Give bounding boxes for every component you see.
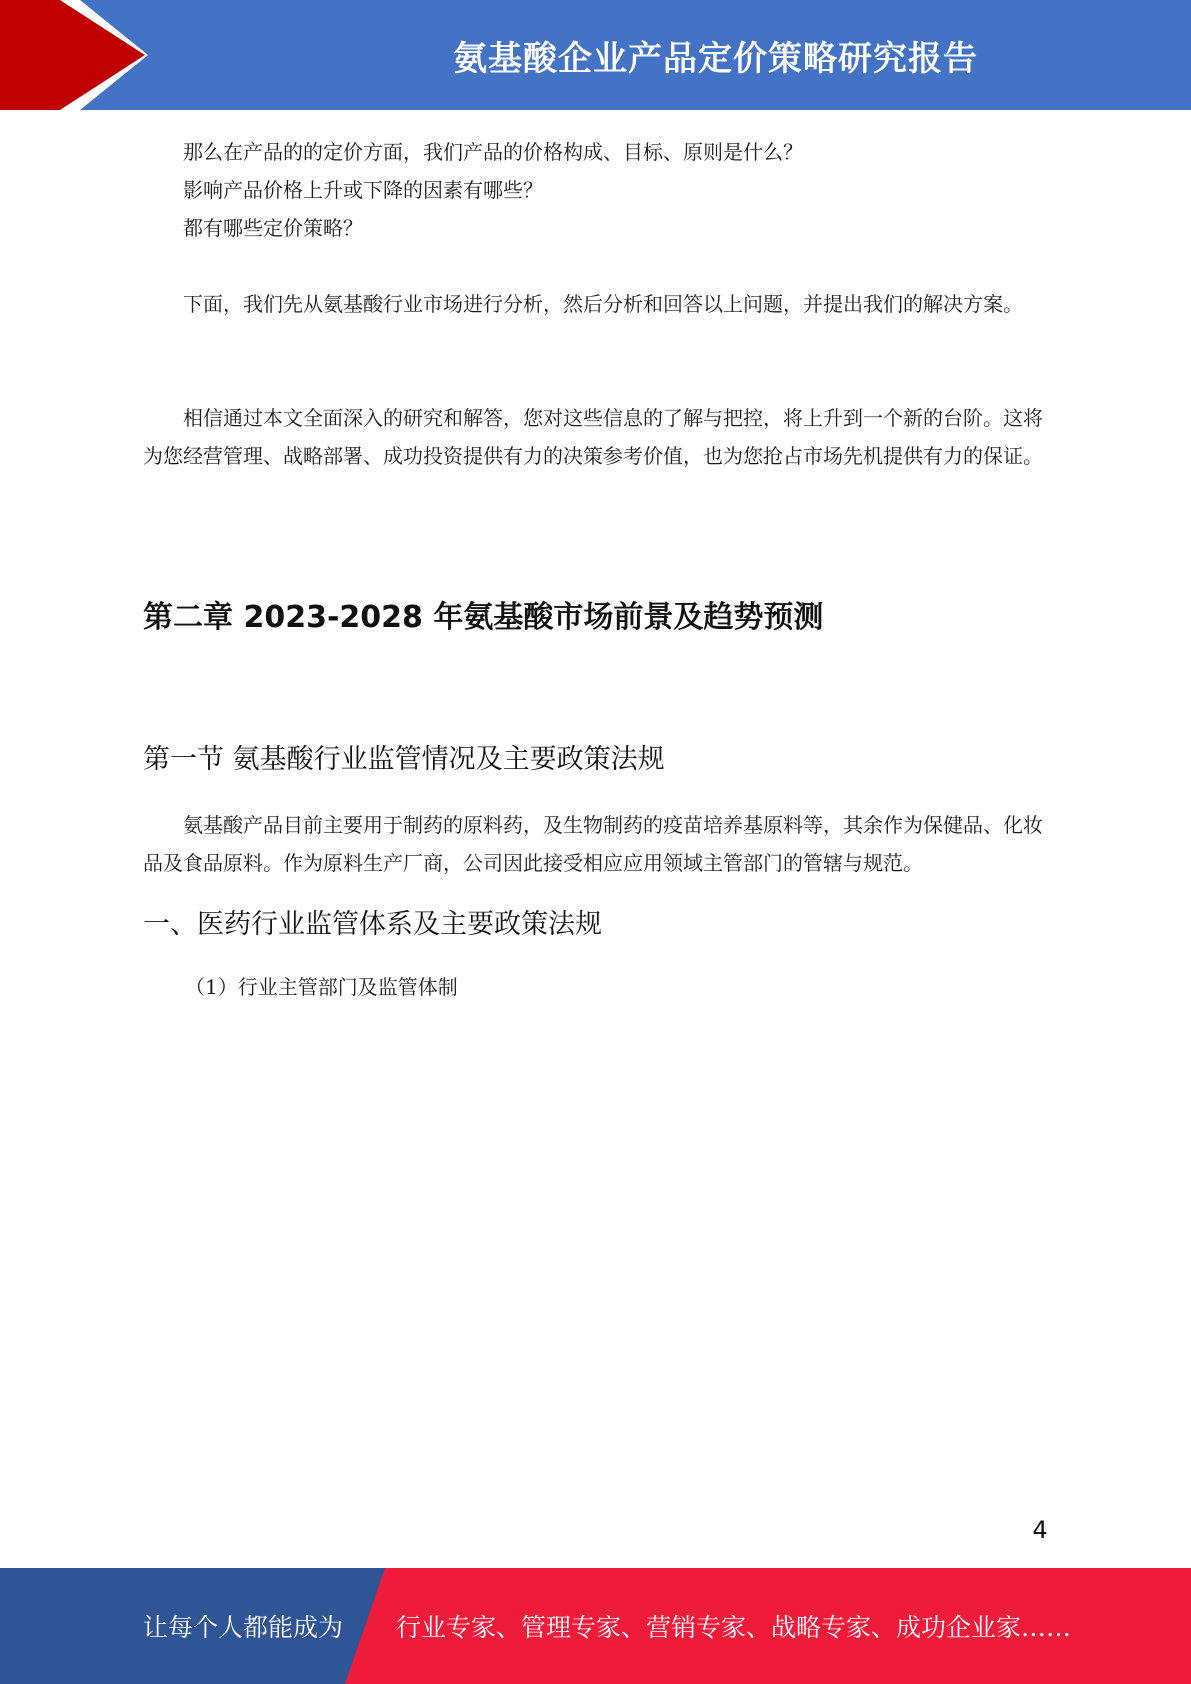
intro-paragraph-1: 下面，我们先从氨基酸行业市场进行分析，然后分析和回答以上问题，并提出我们的解决方案。 <box>183 292 1023 316</box>
page-header <box>0 0 1191 110</box>
page-number: 4 <box>1032 1516 1048 1544</box>
intro-question-1: 那么在产品的的定价方面，我们产品的价格构成、目标、原则是什么？ <box>183 140 803 164</box>
header-title: 氨基酸企业产品定价策略研究报告 <box>453 38 978 79</box>
intro-question-2: 影响产品价格上升或下降的因素有哪些？ <box>183 178 543 202</box>
subsection-title: 一、医药行业监管体系及主要政策法规 <box>143 909 602 940</box>
footer-slogan-right: 行业专家、管理专家、营销专家、战略专家、成功企业家…… <box>396 1613 1072 1642</box>
subsection-item: （1）行业主管部门及监管体制 <box>185 975 458 999</box>
intro-paragraph-2: 相信通过本文全面深入的研究和解答，您对这些信息的了解与把控，将上升到一个新的台阶。这将为您经营管理、战略部署、成功投资提供有力的决策参考价值，也为您抢占市场先机提供有力的保证。 <box>143 406 1043 468</box>
footer-slogan-left: 让每个人都能成为 <box>143 1613 344 1642</box>
page-footer <box>0 1568 1191 1684</box>
chapter-title: 第二章 2023-2028 年氨基酸市场前景及趋势预测 <box>143 600 824 635</box>
section-title: 第一节 氨基酸行业监管情况及主要政策法规 <box>143 744 665 775</box>
header-arrow-icon <box>0 0 160 110</box>
section-paragraph: 氨基酸产品目前主要用于制药的原料药，及生物制药的疫苗培养基原料等，其余作为保健品、化妆品及食品原料。作为原料生产厂商，公司因此接受相应应用领域主管部门的管辖与规范。 <box>143 813 1043 875</box>
intro-question-3: 都有哪些定价策略？ <box>183 216 363 240</box>
